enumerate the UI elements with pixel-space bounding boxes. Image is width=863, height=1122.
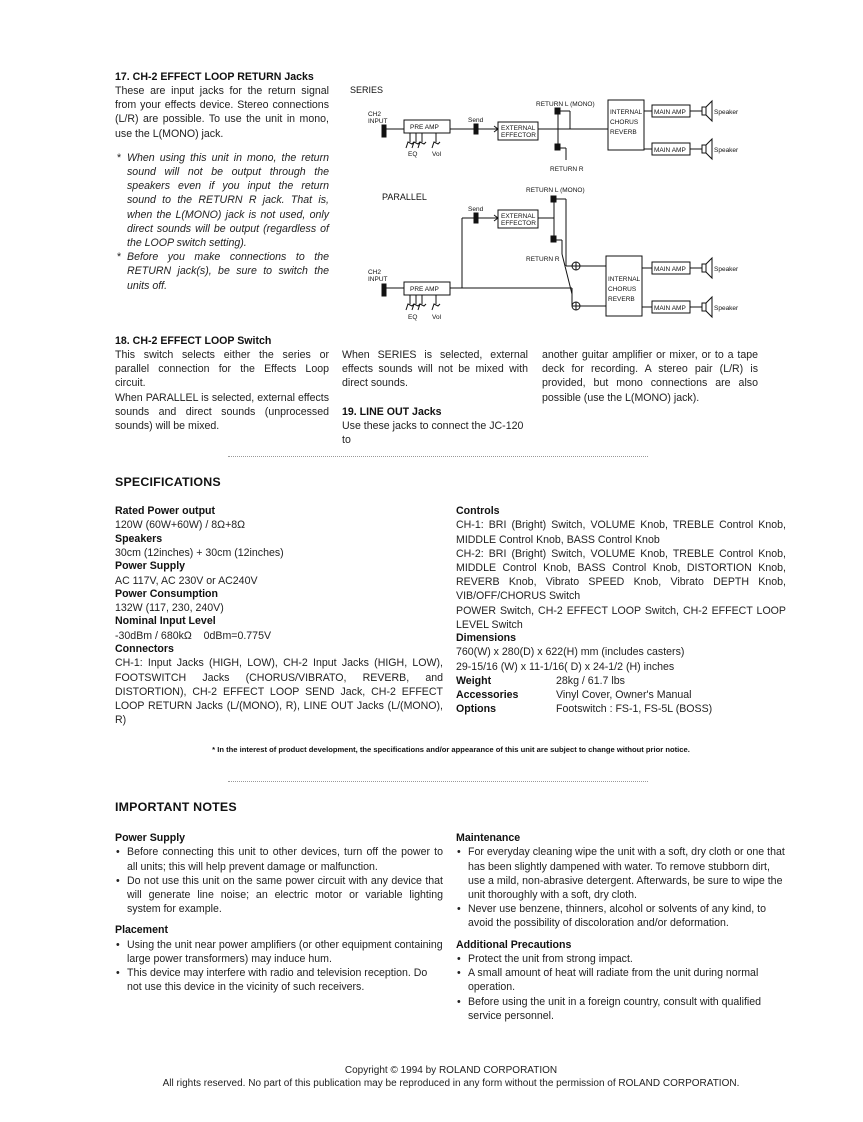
list-item: • Before using the unit in a foreign country, consult with qualified service personnel.: [456, 995, 786, 1023]
input-level-value: -30dBm / 680kΩ 0dBm=0.775V: [115, 629, 272, 642]
series-input-label: INPUT: [368, 118, 388, 125]
parallel-eq-label: EQ: [408, 314, 418, 321]
list-item: • A small amount of heat will radiate from the unit during normal operation.: [456, 966, 786, 994]
series-main-amp-label-1: MAIN AMP: [654, 109, 686, 116]
section-18-continued: [342, 348, 528, 447]
controls-ch1: CH-1: BRI (Bright) Switch, VOLUME Knob, TREBLE Control Knob, MIDDLE Control Knob, BASS Control Knob: [456, 519, 786, 546]
input-level-label: Nominal Input Level: [115, 615, 216, 628]
connectors-value: CH-1: Input Jacks (HIGH, LOW), CH-2 Input Jacks (HIGH, LOW), FOOTSWITCH Jacks (CHORUS/VIBRATO, REVERB, and DISTORTION), CH-2 EFFECT LOOP SEND Jack, CH-2 EFFECT LOOP RETURN Jacks (L/(MONO), R), LINE OUT Jacks (L/(MONO), R): [115, 657, 443, 727]
dimensions-label: Dimensions: [456, 632, 517, 645]
specs-left-column: [115, 505, 443, 727]
power-consumption-label: Power Consumption: [115, 587, 218, 600]
parallel-return-r-label: RETURN R: [526, 256, 560, 263]
note-item: * When using this unit in mono, the return sound will not be output through the speakers even if you input the return sound to the RETURN R jack. That is, when the L(MONO) jack is not used, only direct sounds will be output (regardless of the LOOP switch setting).: [115, 151, 329, 250]
section-18-p3: When SERIES is selected, external effects sounds will not be mixed with direct sounds.: [342, 349, 528, 390]
section-19-p1: Use these jacks to connect the JC-120 to: [342, 419, 524, 446]
parallel-effector-label-2: EFFECTOR: [501, 220, 536, 227]
copyright: Copyright © 1994 by ROLAND CORPORATION: [344, 1065, 558, 1076]
controls-other: POWER Switch, CH-2 EFFECT LOOP Switch, CH-2 EFFECT LOOP LEVEL Switch: [456, 604, 786, 631]
parallel-title: PARALLEL: [382, 192, 427, 202]
maintenance-list: [456, 845, 786, 930]
section-19-continued: [542, 348, 758, 405]
important-notes-title: IMPORTANT NOTES: [115, 800, 237, 814]
series-internal-label-3: REVERB: [610, 129, 637, 136]
list-item: • Before connecting this unit to other devices, turn off the power to all units; this will help prevent damage or malfunction.: [115, 845, 443, 873]
parallel-send-label: Send: [468, 206, 484, 213]
series-return-l-label: RETURN L (MONO): [536, 101, 595, 108]
section-18: [115, 334, 329, 433]
series-send-jack: [474, 124, 478, 134]
power-supply-heading: Power Supply: [115, 832, 186, 844]
weight-label: Weight: [456, 674, 492, 687]
series-speaker-label-1: Speaker: [714, 109, 739, 116]
series-send-label: Send: [468, 117, 484, 124]
placement-list: [115, 938, 443, 995]
list-item: • For everyday cleaning wipe the unit with a soft, dry cloth or one that has been slightly dampened with water. To remove stubborn dirt, use a mild, non-abrasive detergent. Afterwards, be sure to wipe the unit thoroughly with a soft, dry cloth.: [456, 845, 786, 902]
list-item: • Using the unit near power amplifiers (or other equipment containing large power transformers) may induce hum.: [115, 938, 443, 966]
series-pre-amp-label: PRE AMP: [410, 124, 439, 131]
series-internal-label-2: CHORUS: [610, 119, 639, 126]
parallel-ch2-label: CH2: [368, 269, 382, 276]
controls-label: Controls: [456, 505, 500, 517]
parallel-main-amp-label-2: MAIN AMP: [654, 305, 686, 312]
section-18-p2: When PARALLEL is selected, external effects sounds and direct sounds (unprocessed sounds) will be mixed.: [115, 391, 329, 433]
parallel-speaker-label-1: Speaker: [714, 266, 739, 273]
weight-row: [456, 674, 786, 688]
parallel-return-r-jack: [551, 236, 556, 242]
series-ch2-label: CH2: [368, 111, 382, 118]
accessories-label: Accessories: [456, 689, 519, 702]
parallel-internal-label-3: REVERB: [608, 296, 635, 303]
speakers-value: 30cm (12inches) + 30cm (12inches): [115, 547, 284, 560]
connectors-label: Connectors: [115, 643, 174, 656]
options-value: Footswitch : FS-1, FS-5L (BOSS): [556, 703, 713, 716]
parallel-return-l-label: RETURN L (MONO): [526, 187, 585, 194]
parallel-pre-amp-label: PRE AMP: [410, 286, 439, 293]
section-18-heading: 18. CH-2 EFFECT LOOP Switch: [115, 335, 272, 347]
section-18-p1: This switch selects either the series or parallel connection for the Effects Loop circuit.: [115, 349, 329, 390]
series-internal-label-1: INTERNAL: [610, 109, 643, 116]
series-vol-label: Vol: [432, 151, 442, 158]
specs-note: * In the interest of product development, the specifications and/or appearance of this unit are subject to change without prior notice.: [212, 745, 690, 754]
parallel-internal-label-2: CHORUS: [608, 286, 637, 293]
additional-precautions-list: [456, 952, 786, 1023]
parallel-internal-label-1: INTERNAL: [608, 276, 641, 283]
speakers-label: Speakers: [115, 532, 163, 545]
section-19-p2: another guitar amplifier or mixer, or to a tape deck for recording. A stereo pair (L/R) is provided, but mono connections are also possible (use the L(MONO) jack).: [542, 349, 758, 404]
parallel-input-label: INPUT: [368, 276, 388, 283]
series-effector-label-2: EFFECTOR: [501, 132, 536, 139]
controls-ch2: CH-2: BRI (Bright) Switch, VOLUME Knob, TREBLE Control Knob, MIDDLE Control Knob, BASS Control Knob, DISTORTION Knob, REVERB Knob, Vibrato SPEED Knob, Vibrato DEPTH Knob, VIB/OFF/CHORUS Switch: [456, 547, 786, 603]
rated-power-label: Rated Power output: [115, 505, 216, 517]
list-item: • Never use benzene, thinners, alcohol or solvents of any kind, to avoid the possibility of discoloration and/or deformation.: [456, 902, 786, 930]
notes-right-column: [456, 832, 786, 1023]
weight-value: 28kg / 61.7 lbs: [556, 674, 625, 687]
list-item: • This device may interfere with radio and television reception. Do not use this device in the vicinity of such receivers.: [115, 966, 443, 994]
parallel-effector-label-1: EXTERNAL: [501, 213, 536, 220]
accessories-row: [456, 688, 786, 702]
list-item: • Do not use this unit on the same power circuit with any device that will generate line noise; an electric motor or variable lighting system for example.: [115, 874, 443, 917]
list-item: • Protect the unit from strong impact.: [456, 952, 786, 966]
power-supply-list: [115, 845, 443, 916]
options-row: [456, 702, 786, 716]
parallel-send-jack: [474, 213, 478, 223]
series-title: SERIES: [350, 85, 384, 95]
section-19-heading: 19. LINE OUT Jacks: [342, 405, 442, 418]
section-17-heading: 17. CH-2 EFFECT LOOP RETURN Jacks: [115, 71, 314, 83]
dimensions-line2: 29-15/16 (W) x 11-1/16( D) x 24-1/2 (H) inches: [456, 660, 675, 673]
placement-heading: Placement: [115, 924, 168, 937]
specs-right-column: [456, 505, 786, 716]
dimensions-line1: 760(W) x 280(D) x 622(H) mm (includes casters): [456, 646, 685, 659]
power-supply-value: AC 117V, AC 230V or AC240V: [115, 574, 258, 587]
maintenance-heading: Maintenance: [456, 832, 521, 844]
power-supply-label: Power Supply: [115, 560, 186, 573]
series-input-jack: [382, 125, 386, 137]
options-label: Options: [456, 703, 497, 716]
additional-precautions-heading: Additional Precautions: [456, 938, 572, 951]
section-17-text: These are input jacks for the return signal from your effects device. Stereo connections (L/R) are possible. To use the unit in mono, use the L(MONO) jack.: [115, 85, 329, 140]
parallel-speaker-label-2: Speaker: [714, 305, 739, 312]
series-return-r-label: RETURN R: [550, 166, 584, 173]
rated-power-value: 120W (60W+60W) / 8Ω+8Ω: [115, 519, 246, 532]
section-17-notes: [115, 151, 329, 293]
series-speaker-label-2: Speaker: [714, 147, 739, 154]
series-main-amp-label-2: MAIN AMP: [654, 147, 686, 154]
series-eq-label: EQ: [408, 151, 418, 158]
specifications-title: SPECIFICATIONS: [115, 475, 221, 489]
footer: [60, 1064, 842, 1090]
divider: [228, 456, 648, 457]
note-item: * Before you make connections to the RETURN jack(s), be sure to switch the units off.: [115, 250, 329, 293]
parallel-main-amp-label-1: MAIN AMP: [654, 266, 686, 273]
accessories-value: Vinyl Cover, Owner's Manual: [556, 689, 692, 702]
divider: [228, 781, 648, 782]
series-effector-label-1: EXTERNAL: [501, 125, 536, 132]
parallel-input-jack: [382, 284, 386, 296]
parallel-vol-label: Vol: [432, 314, 442, 321]
section-17: [115, 70, 329, 293]
rights-notice: All rights reserved. No part of this publication may be reproduced in any form without the permission of ROLAND CORPORATION.: [162, 1078, 740, 1089]
notes-left-column: [115, 832, 443, 995]
effect-loop-diagram: [350, 78, 750, 328]
series-return-r-jack: [555, 144, 560, 150]
power-consumption-value: 132W (117, 230, 240V): [115, 602, 224, 615]
